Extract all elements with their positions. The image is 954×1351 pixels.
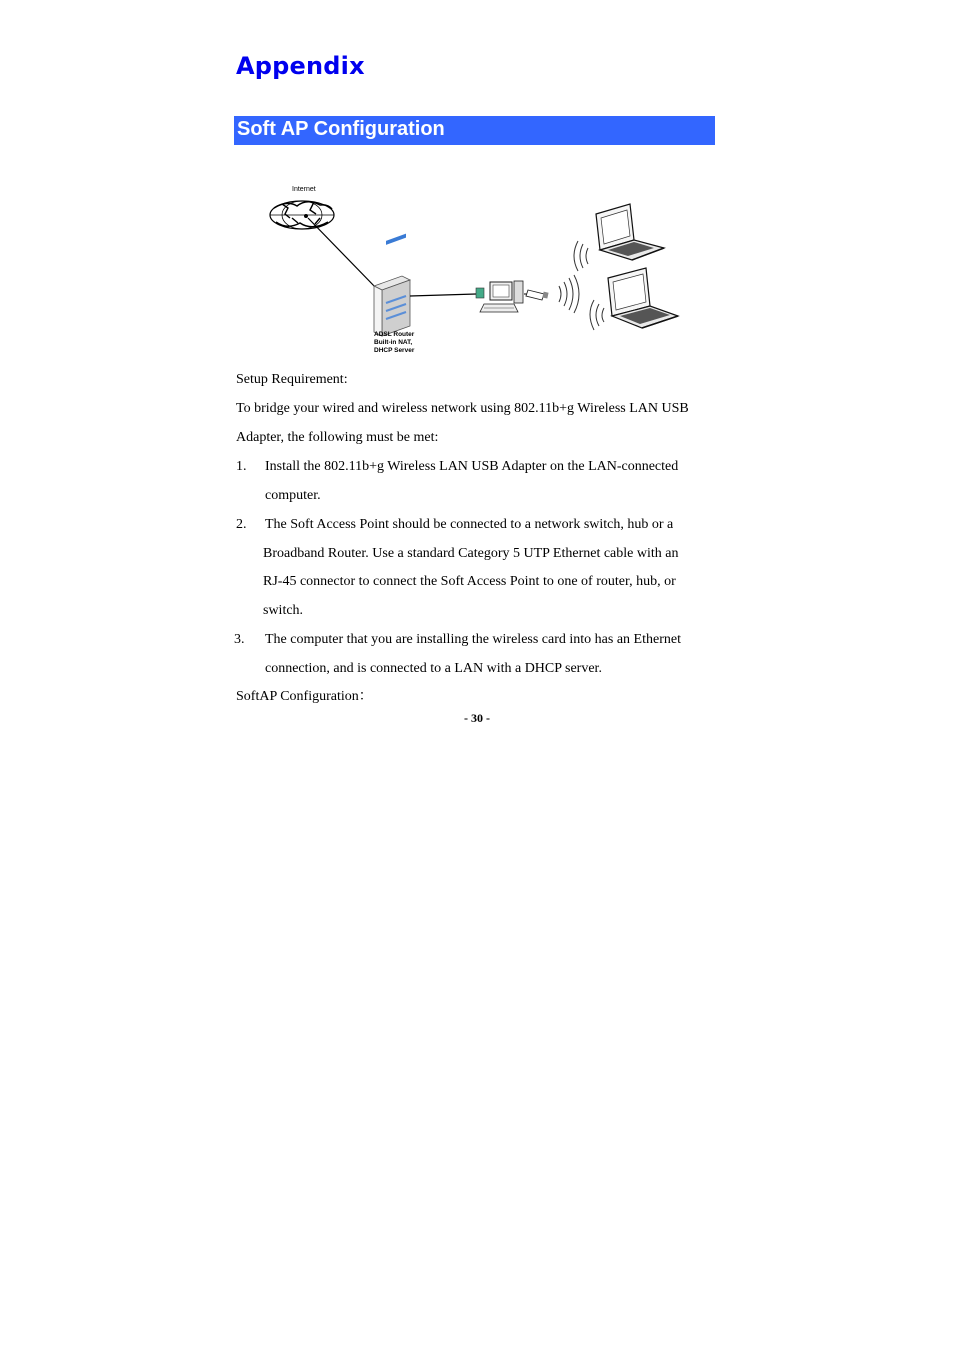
internet-label: Internet — [292, 186, 316, 193]
list-item-text: Broadband Router. Use a standard Category 5 UTP Ethernet cable with an — [263, 546, 679, 561]
list-item-text: The Soft Access Point should be connected to a network switch, hub or a — [265, 517, 674, 532]
list-item-number: 3. — [234, 632, 245, 647]
network-diagram — [262, 178, 692, 360]
page-title: Appendix — [236, 52, 365, 80]
adsl-router-icon — [374, 234, 410, 336]
usb-adapter-icon — [524, 290, 549, 300]
laptop-computer-icon — [608, 268, 678, 328]
internet-globe-icon — [270, 201, 334, 229]
router-label-line-3: DHCP Server — [374, 347, 415, 354]
softap-configuration-heading: SoftAP Configuration： — [236, 689, 373, 704]
list-item-text: computer. — [265, 488, 321, 503]
list-item-number: 1. — [236, 459, 247, 474]
list-item-text: RJ-45 connector to connect the Soft Access Point to one of router, hub, or — [263, 574, 676, 589]
router-label-line-1: ADSL Router — [374, 331, 415, 338]
page-number: - 30 - — [464, 711, 490, 725]
section-header-bar — [234, 116, 715, 145]
wireless-waves-icon — [559, 275, 579, 313]
list-item-text: connection, and is connected to a LAN with a DHCP server. — [265, 661, 602, 676]
list-item-text: switch. — [263, 603, 304, 618]
laptop-computer-icon — [596, 204, 664, 260]
wireless-waves-icon — [590, 300, 604, 330]
wireless-waves-icon — [574, 241, 588, 271]
desktop-computer-icon — [476, 281, 523, 312]
list-item-text: The computer that you are installing the wireless card into has an Ethernet — [265, 632, 681, 647]
intro-line-2: Adapter, the following must be met: — [236, 430, 439, 445]
router-desktop-link — [410, 294, 476, 296]
router-label-line-2: Built-in NAT, — [374, 339, 413, 346]
list-item-text: Install the 802.11b+g Wireless LAN USB Adapter on the LAN-connected — [265, 459, 679, 474]
section-title: Soft AP Configuration — [237, 118, 445, 140]
intro-line-1: To bridge your wired and wireless network using 802.11b+g Wireless LAN USB — [236, 401, 689, 416]
setup-requirement-heading: Setup Requirement: — [236, 372, 348, 387]
list-item-number: 2. — [236, 517, 247, 532]
internet-router-link — [308, 218, 378, 290]
